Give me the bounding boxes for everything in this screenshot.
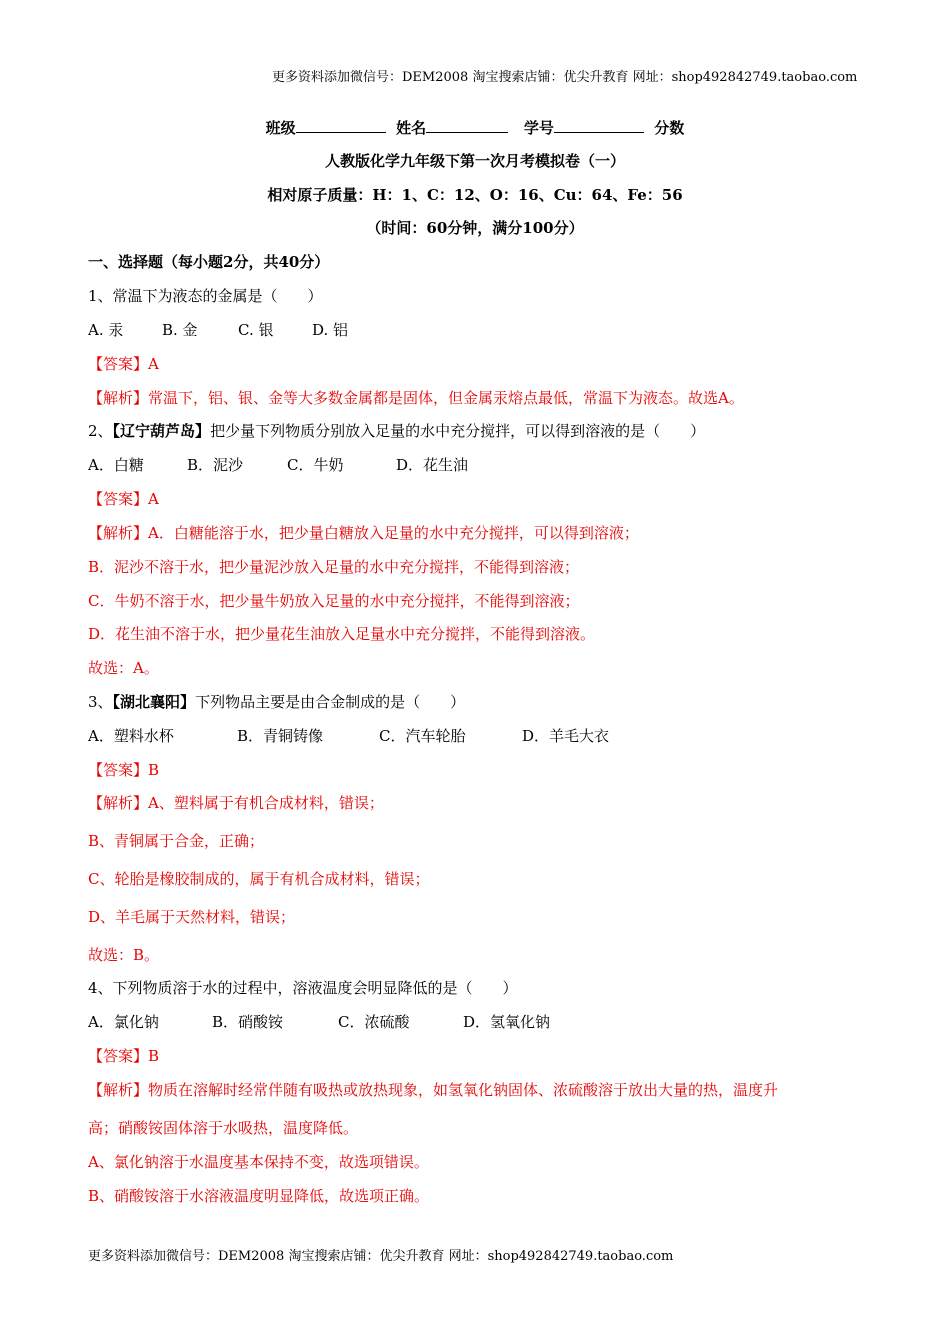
q1-analysis: [88, 388, 744, 408]
name-label: 姓名: [396, 119, 427, 137]
q4-options: [88, 1012, 550, 1032]
q2-analysis-tag: 【解析】: [88, 524, 149, 542]
q1-answer: 【答案】A: [88, 355, 159, 373]
time-info: （时间：60分钟，满分100分）: [366, 219, 584, 237]
name-blank[interactable]: [426, 117, 508, 133]
q3-stem: 下列物品主要是由合金制成的是（ ）: [195, 693, 466, 711]
q4-analysis-1: [88, 1080, 778, 1100]
q3-region: 【湖北襄阳】: [112, 693, 196, 711]
section-heading: 一、选择题（每小题2分，共40分）: [88, 253, 330, 271]
q2-options: [88, 455, 468, 475]
q2-stem-line: [88, 421, 705, 441]
q3-stem-line: [88, 692, 465, 712]
q2-analysis-b: B．泥沙不溶于水，把少量泥沙放入足量的水中充分搅拌，不能得到溶液；: [88, 558, 580, 576]
q4-option-b: B．硝酸铵: [212, 1013, 284, 1031]
q2-option-d: D．花生油: [396, 456, 469, 474]
q3-conclusion: 故选：B。: [88, 946, 160, 964]
exam-title: 人教版化学九年级下第一次月考模拟卷（一）: [324, 152, 625, 170]
footer-note: 更多资料添加微信号：DEM2008 淘宝搜索店铺：优尖升教育 网址：shop492842749.taobao.com: [88, 1249, 674, 1264]
q1-analysis-tag: 【解析】: [88, 389, 149, 407]
q1-option-b: B. 金: [162, 321, 198, 339]
q3-option-a: A．塑料水杯: [88, 727, 174, 745]
score-label: 分数: [654, 119, 685, 137]
id-blank[interactable]: [554, 117, 644, 133]
q1-analysis-text: 常温下，铝、银、金等大多数金属都是固体，但金属汞熔点最低，常温下为液态。故选A。: [148, 389, 744, 407]
q2-analysis-d: D．花生油不溶于水，把少量花生油放入足量水中充分搅拌，不能得到溶液。: [88, 625, 596, 643]
header-note: 更多资料添加微信号：DEM2008 淘宝搜索店铺：优尖升教育 网址：shop492842749.taobao.com: [272, 70, 858, 85]
class-label: 班级: [265, 119, 296, 137]
q2-conclusion: 故选：A。: [88, 659, 159, 677]
q2-option-a: A．白糖: [88, 456, 144, 474]
q4-analysis-3: A、氯化钠溶于水温度基本保持不变，故选项错误。: [88, 1153, 429, 1171]
q3-options: [88, 726, 609, 746]
q1-options: [88, 320, 348, 340]
q3-answer: 【答案】B: [88, 761, 160, 779]
q3-analysis-c: C、轮胎是橡胶制成的，属于有机合成材料，错误；: [88, 870, 430, 888]
q3-number: 3、: [88, 693, 113, 711]
q3-analysis-text-a: A、塑料属于有机合成材料，错误；: [148, 794, 384, 812]
q4-analysis-2: 高；硝酸铵固体溶于水吸热，温度降低。: [88, 1119, 359, 1137]
q3-option-c: C．汽车轮胎: [379, 727, 466, 745]
q2-analysis-a: [88, 523, 639, 543]
q3-analysis-d: D、羊毛属于天然材料，错误；: [88, 908, 296, 926]
q3-option-b: B．青铜铸像: [237, 727, 324, 745]
q1-option-d: D. 铝: [312, 321, 349, 339]
q3-option-d: D．羊毛大衣: [522, 727, 610, 745]
id-label: 学号: [523, 119, 554, 137]
q4-analysis-tag: 【解析】: [88, 1081, 149, 1099]
q3-analysis-a: [88, 793, 384, 813]
q2-option-c: C．牛奶: [287, 456, 344, 474]
q2-analysis-text-a: A．白糖能溶于水，把少量白糖放入足量的水中充分搅拌，可以得到溶液；: [148, 524, 639, 542]
q4-stem: 4、下列物质溶于水的过程中，溶液温度会明显降低的是（ ）: [88, 979, 518, 997]
atomic-mass-line: 相对原子质量：H：1、C：12、O：16、Cu：64、Fe：56: [267, 186, 683, 204]
class-blank[interactable]: [296, 117, 386, 133]
q1-option-a: A. 汞: [88, 321, 124, 339]
q4-analysis-text-1: 物质在溶解时经常伴随有吸热或放热现象，如氢氧化钠固体、浓硫酸溶于放出大量的热，温度升: [148, 1081, 779, 1099]
q2-region: 【辽宁葫芦岛】: [112, 422, 211, 440]
q2-option-b: B．泥沙: [187, 456, 244, 474]
q1-stem: 1、常温下为液态的金属是（ ）: [88, 287, 323, 305]
q3-analysis-tag: 【解析】: [88, 794, 149, 812]
q4-option-d: D．氢氧化钠: [463, 1013, 551, 1031]
q1-option-c: C. 银: [238, 321, 274, 339]
student-info-line: [0, 117, 950, 138]
q4-option-a: A．氯化钠: [88, 1013, 159, 1031]
q2-answer: 【答案】A: [88, 490, 159, 508]
q4-analysis-4: B、硝酸铵溶于水溶液温度明显降低，故选项正确。: [88, 1187, 430, 1205]
q4-option-c: C．浓硫酸: [338, 1013, 410, 1031]
q2-analysis-c: C．牛奶不溶于水，把少量牛奶放入足量的水中充分搅拌，不能得到溶液；: [88, 592, 580, 610]
q2-stem: 把少量下列物质分别放入足量的水中充分搅拌，可以得到溶液的是（ ）: [210, 422, 706, 440]
q2-number: 2、: [88, 422, 113, 440]
q4-answer: 【答案】B: [88, 1047, 160, 1065]
q3-analysis-b: B、青铜属于合金，正确；: [88, 832, 265, 850]
